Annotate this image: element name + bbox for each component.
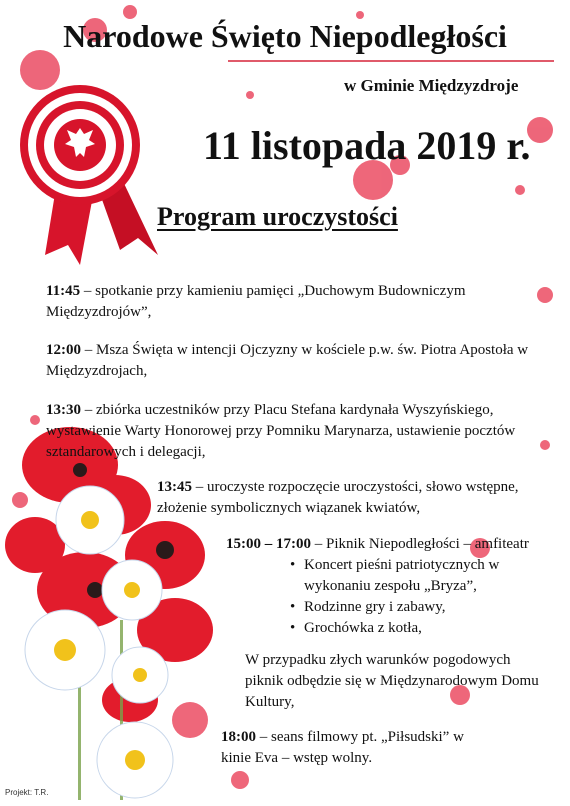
schedule-item xyxy=(221,727,496,769)
schedule-item xyxy=(226,534,556,639)
schedule-text: – seans filmowy pt. „Piłsudski” w kinie Eva – wstęp wolny. xyxy=(221,729,464,766)
schedule-text: – spotkanie przy kamieniu pamięci „Duchowym Budowniczym Międzyzdrojów”, xyxy=(46,283,466,320)
weather-note: W przypadku złych warunków pogodowych piknik odbędzie się w Międzynarodowym Domu Kultury, xyxy=(245,652,539,710)
schedule-text: – zbiórka uczestników przy Placu Stefana kardynała Wyszyńskiego, wystawienie Warty Honorowej przy Pomniku Marynarza, ustawienie pocztów sztandarowych i delegacji, xyxy=(46,402,516,460)
schedule-item xyxy=(46,400,556,463)
picnic-list xyxy=(286,555,549,639)
list-item: • Koncert pieśni patriotycznych w wykonaniu zespołu „Bryza”, xyxy=(304,555,549,597)
program-heading: Program uroczystości xyxy=(157,202,398,231)
design-credit: Projekt: T.R. xyxy=(5,788,49,797)
schedule-time: 12:00 xyxy=(46,342,81,358)
schedule-text: – Piknik Niepodległości – amfiteatr xyxy=(311,536,529,552)
schedule-time: 11:45 xyxy=(46,283,81,299)
list-item: • Grochówka z kotła, xyxy=(304,618,549,639)
schedule-time: 15:00 – 17:00 xyxy=(226,536,311,552)
schedule-text: – Msza Święta w intencji Ojczyzny w kościele p.w. św. Piotra Apostoła w Międzyzdrojach, xyxy=(46,342,529,379)
schedule-item xyxy=(46,281,531,323)
page-title: Narodowe Święto Niepodległości xyxy=(63,18,507,54)
event-date: 11 listopada 2019 r. xyxy=(203,123,531,168)
schedule-item xyxy=(46,340,551,382)
schedule-time: 13:30 xyxy=(46,402,81,418)
cockade-icon xyxy=(20,85,158,265)
title-underline xyxy=(228,60,554,62)
subtitle: w Gminie Międzyzdroje xyxy=(344,76,519,95)
schedule-time: 13:45 xyxy=(157,479,192,495)
schedule-time: 18:00 xyxy=(221,729,256,745)
list-item: • Rodzinne gry i zabawy, xyxy=(304,597,549,618)
schedule-text: – uroczyste rozpoczęcie uroczystości, słowo wstępne, złożenie symbolicznych wiązanek kwiatów, xyxy=(157,479,519,516)
schedule-item xyxy=(157,477,557,519)
